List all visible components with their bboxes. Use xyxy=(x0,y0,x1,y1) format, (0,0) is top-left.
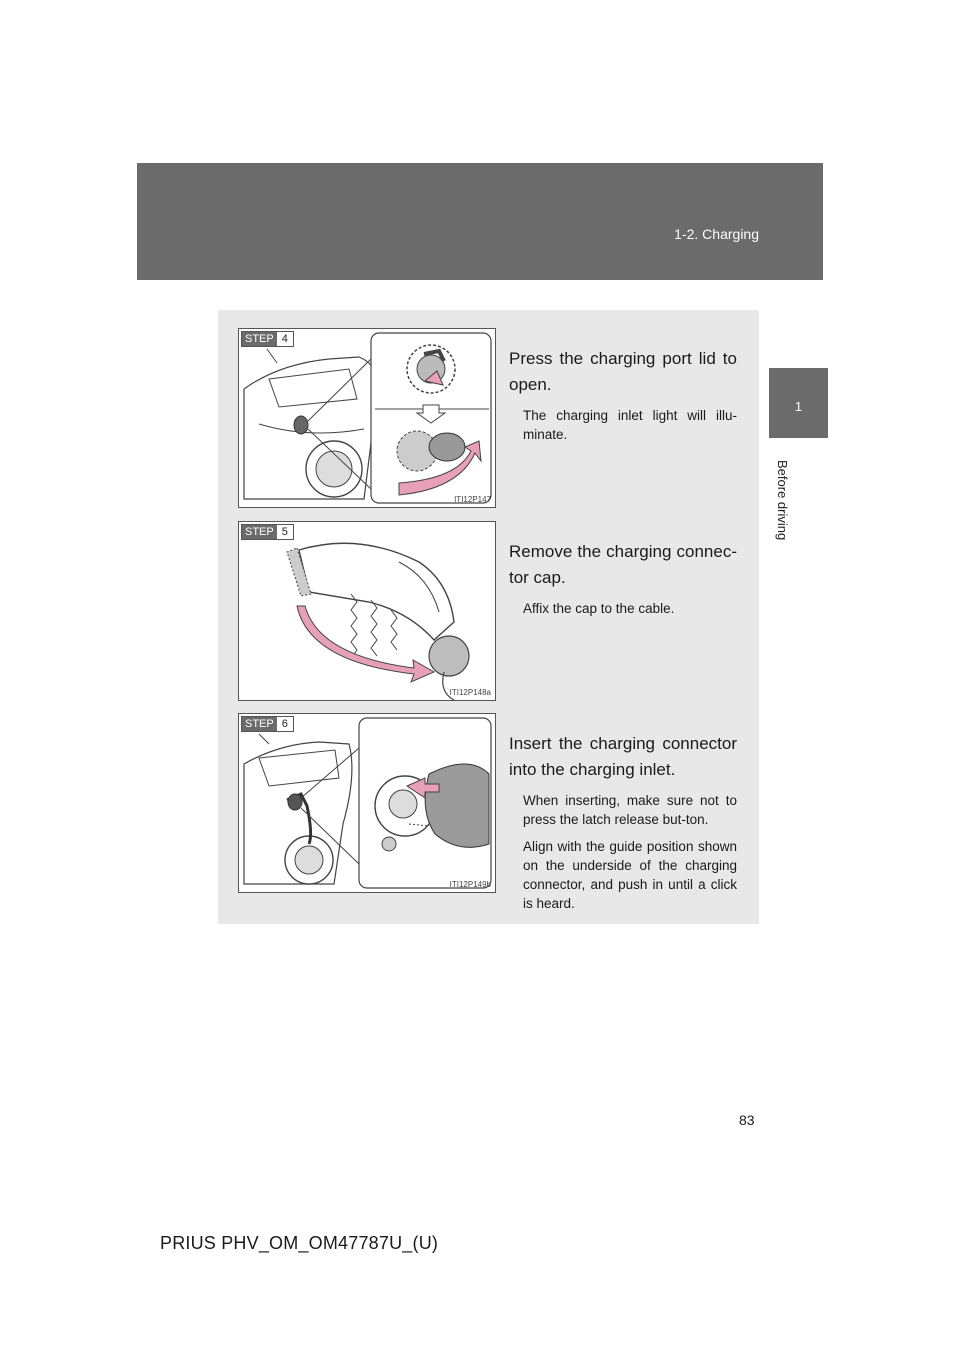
chapter-label xyxy=(772,460,792,580)
instruction-panel xyxy=(218,310,759,924)
step-badge-label: STEP xyxy=(242,332,277,346)
figure-code: ITI12P147 xyxy=(454,495,491,504)
chapter-label-text: Before driving xyxy=(775,460,790,541)
step-note: When inserting, make sure not to press the latch release but-ton. xyxy=(523,793,737,827)
step-note: The charging inlet light will illu-minate. xyxy=(523,408,737,442)
step-note: Affix the cap to the cable. xyxy=(523,601,675,616)
figure-code: ITI12P148a xyxy=(449,688,491,697)
section-header xyxy=(137,163,823,280)
step-heading: Insert the charging connector into the charging inlet. xyxy=(509,734,737,779)
charging-port-lid-illustration xyxy=(239,329,495,507)
step-badge-label: STEP xyxy=(242,717,277,731)
step-badge xyxy=(241,524,294,540)
chapter-number: 1 xyxy=(794,399,803,414)
step-5-text xyxy=(509,539,737,626)
step-4-text xyxy=(509,346,737,452)
step-badge-number: 5 xyxy=(277,525,293,539)
step-heading: Press the charging port lid to open. xyxy=(509,349,737,394)
chapter-tab xyxy=(769,368,828,438)
figure-code: ITI12P149b xyxy=(449,880,491,889)
step-heading: Remove the charging connec-tor cap. xyxy=(509,542,737,587)
step-6-text xyxy=(509,731,737,921)
section-title: 1-2. Charging xyxy=(674,226,759,242)
page-number: 83 xyxy=(739,1112,755,1128)
step-note: Align with the guide position shown on the underside of the charging connector, and push in until a click is heard. xyxy=(523,839,737,911)
insert-connector-illustration xyxy=(239,714,495,892)
step-5-illustration xyxy=(238,521,496,701)
step-badge-number: 4 xyxy=(277,332,293,346)
step-badge xyxy=(241,716,294,732)
step-badge-label: STEP xyxy=(242,525,277,539)
step-badge xyxy=(241,331,294,347)
step-6-illustration xyxy=(238,713,496,893)
footer-code: PRIUS PHV_OM_OM47787U_(U) xyxy=(160,1233,439,1253)
step-4-illustration xyxy=(238,328,496,508)
connector-cap-illustration xyxy=(239,522,495,700)
step-badge-number: 6 xyxy=(277,717,293,731)
